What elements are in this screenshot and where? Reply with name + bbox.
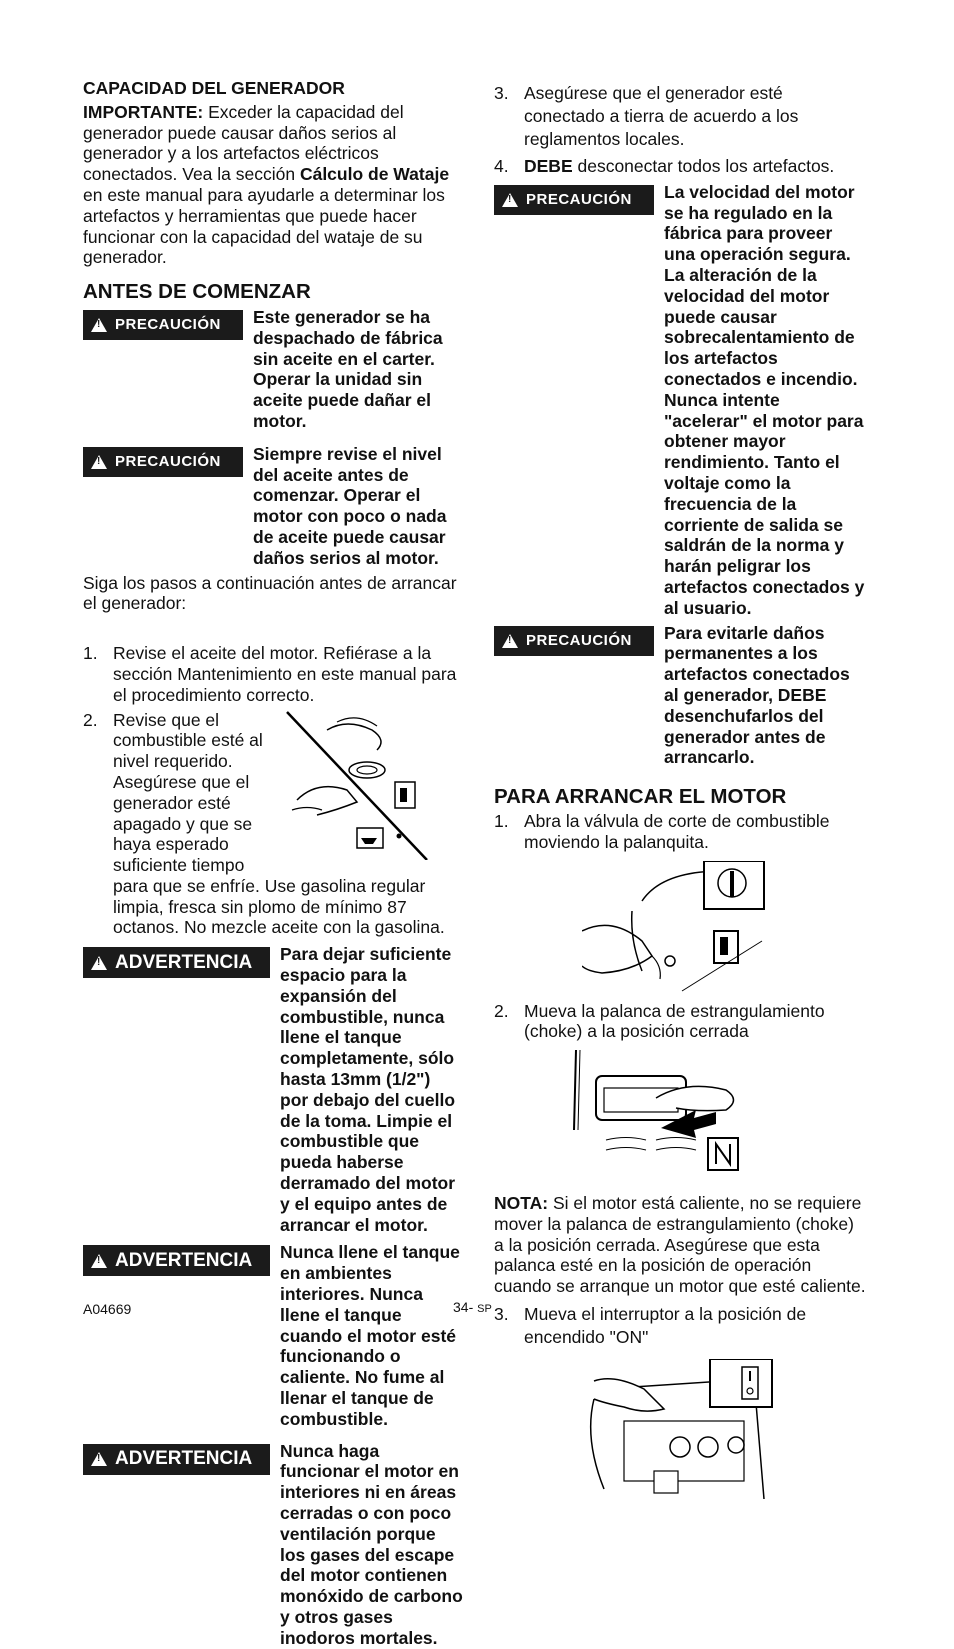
important-text-b: en este manual para ayudarle a determinar los artefactos y herramientas que puede hacer funcionar con la capacidad del wataje de su generador. <box>83 184 445 268</box>
prep-steps-continued <box>494 82 866 177</box>
step-1: 1. Revise el aceite del motor. Refiérase a la sección Mantenimiento en este manual para el procedimiento correcto. <box>83 643 457 705</box>
warning-badge: ! ADVERTENCIA <box>83 1444 270 1475</box>
caution-badge: ! PRECAUCIÓN <box>83 447 243 477</box>
caution-block-3 <box>494 182 866 619</box>
start-steps-list-2 <box>494 1001 866 1043</box>
caution-text-3: La velocidad del motor se ha regulado en la fábrica para proveer una operación segura. La alteración de la velocidad del motor puede causar sobrecalentamiento de los artefactos conectados e incendio. Nunca intente "acelerar" el motor para obtener mayor rendimiento. Tanto el voltaje como la frecuencia de la corriente de salida se saldrán de la norma y harán peligrar los artefactos conectados y al usuario. <box>664 181 865 618</box>
warning-triangle-icon <box>91 455 107 469</box>
caution-text-4: Para evitarle daños permanentes a los artefactos conectados al generador, DEBE desenchufarlos del generador antes de arrancarlo. <box>664 622 850 768</box>
start-step-2: 2. Mueva la palanca de estrangulamiento (choke) a la posición cerrada <box>494 1000 825 1042</box>
left-column <box>83 78 463 1649</box>
warning-block-3 <box>83 1441 463 1649</box>
important-text-a: Exceder la capacidad del generador puede causar daños serios al generador y a los artefactos eléctricos conectados. Vea la sección <box>83 101 404 185</box>
warning-badge: ! ADVERTENCIA <box>83 1245 270 1276</box>
start-steps-list-3 <box>494 1303 866 1349</box>
caution-badge: ! PRECAUCIÓN <box>83 310 243 340</box>
right-column <box>494 82 866 1499</box>
caution-block-4 <box>494 623 866 769</box>
step-2-text-a: Revise que el combustible esté al nivel requerido. Asegúrese que el generador esté apagado y que se haya esperado suficiente tiempo <box>113 709 263 876</box>
page-number: 34- SP <box>453 1299 492 1315</box>
warning-triangle-icon <box>91 318 107 332</box>
caution-block-1 <box>83 307 463 432</box>
warning-text-1: Para dejar suficiente espacio para la expansión del combustible, nunca llene el tanque completamente, sólo hasta 13mm (1/2") por debajo del cuello de la toma. Limpie el combustible que pueda haberse derramado del motor y el equipo antes de arrancar el motor. <box>280 944 456 1235</box>
important-bold-ref: Cálculo de Wataje <box>299 164 450 185</box>
important-paragraph <box>83 102 463 268</box>
caution-block-2 <box>83 444 463 569</box>
start-step-1: 1. Abra la válvula de corte de combustible moviendo la palanquita. <box>494 810 830 852</box>
nota-paragraph <box>494 1193 866 1297</box>
start-step-3: 3. Mueva el interruptor a la posición de encendido "ON" <box>494 1304 807 1348</box>
warning-text-2: Nunca llene el tanque en ambientes interiores. Nunca llene el tanque cuando el motor esté funcionando o caliente. No fume al llenar el tanque de combustible. <box>280 1242 460 1429</box>
on-off-switch-illustration <box>584 1359 774 1499</box>
warning-triangle-icon <box>502 634 518 648</box>
start-steps-list <box>494 811 866 853</box>
important-label: IMPORTANTE: <box>83 101 204 122</box>
fuel-valve-illustration <box>582 861 772 1001</box>
step-3: 3. Asegúrese que el generador esté conectado a tierra de acuerdo a los reglamentos locales. <box>494 83 799 149</box>
warning-triangle-icon <box>91 1452 107 1466</box>
step-4: 4. DEBE desconectar todos los artefactos. <box>494 156 835 176</box>
nota-text: Si el motor está caliente, no se requiere mover la palanca de estrangulamiento (choke) a la posición cerrada. Asegúrese que esta palanca esté en la posición de operación cuando se arranque un motor que esté caliente. <box>494 1193 866 1297</box>
caution-text-1: Este generador se ha despachado de fábrica sin aceite en el carter. Operar la unidad sin aceite puede dañar el motor. <box>253 306 443 431</box>
warning-text-3: Nunca haga funcionar el motor en interiores ni en áreas cerradas o con poco ventilación porque los gases del escape del motor contienen monóxido de carbono y otros gases inodoros mortales. <box>280 1440 463 1648</box>
steps-intro: Siga los pasos a continuación antes de arrancar el generador: <box>83 572 457 614</box>
warning-triangle-icon <box>502 193 518 207</box>
warning-badge: ! ADVERTENCIA <box>83 947 270 978</box>
step-2: 2. Revise que el combustible esté al nivel requerido. Asegúrese que el generador esté apagado y que se haya esperado suficiente tiempo para que se enfríe. Use gasolina regular limpia, fresca sin plomo de mínimo 87 octanos. No mezcle aceite con la gasolina. <box>83 710 463 939</box>
nota-label: NOTA: <box>494 1193 549 1214</box>
caution-badge: ! PRECAUCIÓN <box>494 626 654 656</box>
warning-block-1 <box>83 944 463 1235</box>
fuel-tank-illustration <box>277 710 437 860</box>
arrancar-heading: PARA ARRANCAR EL MOTOR <box>494 785 787 809</box>
prep-steps-list <box>83 643 463 938</box>
capacity-heading: CAPACIDAD DEL GENERADOR <box>83 78 345 98</box>
caution-badge: ! PRECAUCIÓN <box>494 185 654 215</box>
warning-triangle-icon <box>91 1254 107 1268</box>
caution-text-2: Siempre revise el nivel del aceite antes de comenzar. Operar el motor con poco o nada de aceite puede causar daños serios al motor. <box>253 443 447 568</box>
document-code: A04669 <box>83 1301 132 1317</box>
antes-heading: ANTES DE COMENZAR <box>83 280 311 304</box>
warning-block-2 <box>83 1242 463 1429</box>
step-2-text-b: para que se enfríe. Use gasolina regular limpia, fresca sin plomo de mínimo 87 octanos. No mezcle aceite con la gasolina. <box>113 875 445 938</box>
choke-lever-illustration <box>566 1050 756 1175</box>
warning-triangle-icon <box>91 956 107 970</box>
